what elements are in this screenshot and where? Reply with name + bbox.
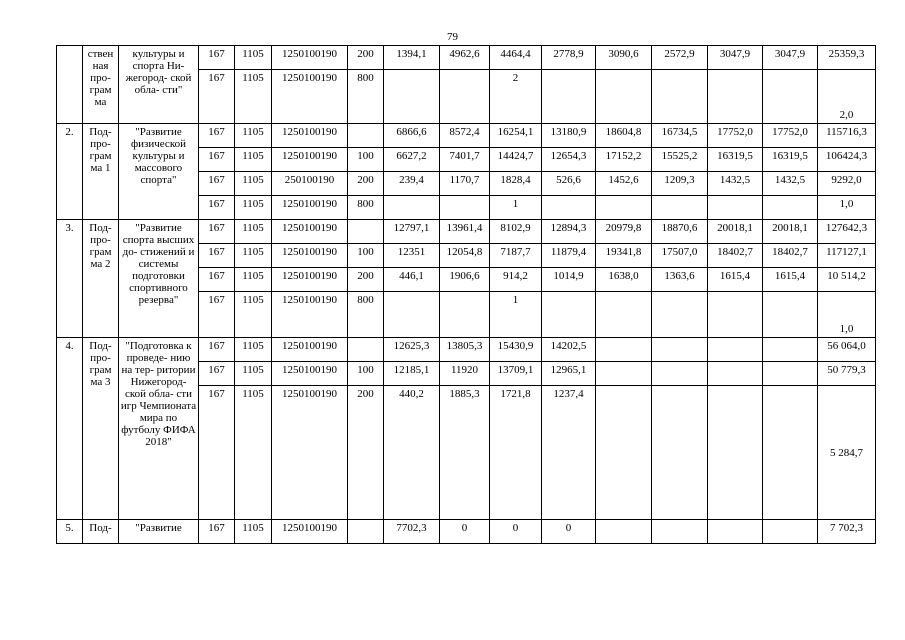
value-cell	[596, 338, 652, 362]
value-cell: 17152,2	[596, 148, 652, 172]
value-cell: 4464,4	[490, 46, 542, 70]
value-cell: 117127,1	[818, 244, 876, 268]
value-cell: 18604,8	[596, 124, 652, 148]
value-cell	[384, 196, 440, 220]
code-cell: 1250100190	[272, 148, 348, 172]
value-cell: 16254,1	[490, 124, 542, 148]
value-cell: 12654,3	[542, 148, 596, 172]
value-cell: 2572,9	[652, 46, 708, 70]
value-cell	[708, 386, 763, 520]
value-cell	[708, 292, 763, 338]
value-cell: 6627,2	[384, 148, 440, 172]
code-cell: 800	[348, 292, 384, 338]
value-cell: 1363,6	[652, 268, 708, 292]
value-cell: 14424,7	[490, 148, 542, 172]
value-cell	[652, 520, 708, 544]
value-cell	[652, 196, 708, 220]
code-cell: 1105	[235, 244, 272, 268]
value-cell: 115716,3	[818, 124, 876, 148]
value-cell: 2	[490, 70, 542, 124]
code-cell: 1250100190	[272, 386, 348, 520]
program-type: Под-	[83, 520, 119, 544]
code-cell: 1105	[235, 148, 272, 172]
value-cell: 106424,3	[818, 148, 876, 172]
program-type: Под- про- грам ма 2	[83, 220, 119, 338]
table-row	[57, 124, 876, 148]
code-cell: 200	[348, 386, 384, 520]
value-cell: 1828,4	[490, 172, 542, 196]
value-cell	[708, 520, 763, 544]
code-cell: 1105	[235, 124, 272, 148]
value-cell: 11879,4	[542, 244, 596, 268]
value-cell: 7401,7	[440, 148, 490, 172]
value-cell: 0	[490, 520, 542, 544]
value-cell	[708, 338, 763, 362]
value-cell: 1209,3	[652, 172, 708, 196]
row-index: 3.	[57, 220, 83, 338]
value-cell: 127642,3	[818, 220, 876, 244]
value-cell: 12054,8	[440, 244, 490, 268]
value-cell: 13709,1	[490, 362, 542, 386]
value-cell: 12351	[384, 244, 440, 268]
value-cell: 914,2	[490, 268, 542, 292]
value-cell: 1	[490, 292, 542, 338]
value-cell: 56 064,0	[818, 338, 876, 362]
value-cell: 16319,5	[763, 148, 818, 172]
value-cell: 3047,9	[708, 46, 763, 70]
value-cell: 12894,3	[542, 220, 596, 244]
table-row	[57, 220, 876, 244]
code-cell: 100	[348, 244, 384, 268]
value-cell: 1615,4	[708, 268, 763, 292]
value-cell	[708, 70, 763, 124]
value-cell: 239,4	[384, 172, 440, 196]
value-cell	[763, 338, 818, 362]
value-cell: 18402,7	[763, 244, 818, 268]
value-cell	[596, 520, 652, 544]
row-index	[57, 46, 83, 124]
value-cell	[763, 70, 818, 124]
value-cell: 9292,0	[818, 172, 876, 196]
value-cell: 16319,5	[708, 148, 763, 172]
program-name: "Подготовка к проведе- нию на тер- ритории Нижегород- ской обла- сти игр Чемпионата мира по футболу ФИФА 2018"	[119, 338, 199, 520]
program-type: Под- про- грам ма 1	[83, 124, 119, 220]
program-name: "Развитие	[119, 520, 199, 544]
value-cell	[652, 362, 708, 386]
code-cell: 800	[348, 70, 384, 124]
program-name: "Развитие спорта высших до- стижений и системы подготовки спортивного резерва"	[119, 220, 199, 338]
value-cell	[596, 292, 652, 338]
row-index: 4.	[57, 338, 83, 520]
value-cell	[440, 292, 490, 338]
code-cell: 167	[199, 362, 235, 386]
value-cell	[763, 292, 818, 338]
code-cell: 1105	[235, 46, 272, 70]
code-cell: 167	[199, 386, 235, 520]
value-cell: 17507,0	[652, 244, 708, 268]
value-cell	[652, 338, 708, 362]
value-cell: 7 702,3	[818, 520, 876, 544]
value-cell	[596, 196, 652, 220]
value-cell: 5 284,7	[818, 386, 876, 520]
value-cell	[708, 196, 763, 220]
value-cell: 1,0	[818, 196, 876, 220]
value-cell: 15525,2	[652, 148, 708, 172]
code-cell: 1250100190	[272, 520, 348, 544]
program-type: Под- про- грам ма 3	[83, 338, 119, 520]
value-cell	[763, 362, 818, 386]
value-cell: 12797,1	[384, 220, 440, 244]
value-cell: 1	[490, 196, 542, 220]
code-cell: 1105	[235, 196, 272, 220]
budget-table	[56, 45, 876, 544]
code-cell: 1250100190	[272, 268, 348, 292]
value-cell: 10 514,2	[818, 268, 876, 292]
code-cell	[348, 520, 384, 544]
code-cell: 1105	[235, 520, 272, 544]
code-cell: 1105	[235, 268, 272, 292]
value-cell: 50 779,3	[818, 362, 876, 386]
value-cell: 1615,4	[763, 268, 818, 292]
value-cell: 19341,8	[596, 244, 652, 268]
value-cell: 8572,4	[440, 124, 490, 148]
code-cell: 200	[348, 268, 384, 292]
code-cell: 167	[199, 196, 235, 220]
value-cell: 16734,5	[652, 124, 708, 148]
value-cell	[542, 292, 596, 338]
value-cell: 20979,8	[596, 220, 652, 244]
value-cell: 8102,9	[490, 220, 542, 244]
value-cell: 17752,0	[708, 124, 763, 148]
value-cell	[542, 196, 596, 220]
value-cell: 2,0	[818, 70, 876, 124]
value-cell: 7187,7	[490, 244, 542, 268]
code-cell: 1105	[235, 386, 272, 520]
code-cell: 1250100190	[272, 220, 348, 244]
row-index: 5.	[57, 520, 83, 544]
value-cell	[652, 386, 708, 520]
value-cell: 12625,3	[384, 338, 440, 362]
table-row	[57, 520, 876, 544]
code-cell: 1105	[235, 292, 272, 338]
value-cell: 11920	[440, 362, 490, 386]
value-cell: 7702,3	[384, 520, 440, 544]
code-cell: 100	[348, 148, 384, 172]
value-cell: 13805,3	[440, 338, 490, 362]
value-cell: 13180,9	[542, 124, 596, 148]
value-cell: 18870,6	[652, 220, 708, 244]
value-cell: 6866,6	[384, 124, 440, 148]
code-cell: 167	[199, 220, 235, 244]
code-cell: 200	[348, 172, 384, 196]
value-cell	[596, 386, 652, 520]
program-name: культуры и спорта Ни- жегород- ской обла- сти"	[119, 46, 199, 124]
code-cell: 1250100190	[272, 362, 348, 386]
table-row	[57, 46, 876, 70]
value-cell: 1170,7	[440, 172, 490, 196]
value-cell: 1432,5	[763, 172, 818, 196]
value-cell	[440, 196, 490, 220]
code-cell: 167	[199, 268, 235, 292]
value-cell	[763, 520, 818, 544]
value-cell	[652, 292, 708, 338]
value-cell: 14202,5	[542, 338, 596, 362]
code-cell: 167	[199, 292, 235, 338]
code-cell: 167	[199, 172, 235, 196]
value-cell: 1237,4	[542, 386, 596, 520]
code-cell: 167	[199, 46, 235, 70]
value-cell	[384, 292, 440, 338]
code-cell: 200	[348, 46, 384, 70]
code-cell: 167	[199, 124, 235, 148]
value-cell: 3090,6	[596, 46, 652, 70]
value-cell	[763, 196, 818, 220]
value-cell: 1014,9	[542, 268, 596, 292]
code-cell: 1250100190	[272, 124, 348, 148]
value-cell	[440, 70, 490, 124]
code-cell: 100	[348, 362, 384, 386]
value-cell: 0	[542, 520, 596, 544]
value-cell	[708, 362, 763, 386]
row-index: 2.	[57, 124, 83, 220]
value-cell: 20018,1	[708, 220, 763, 244]
code-cell: 1105	[235, 338, 272, 362]
value-cell: 1394,1	[384, 46, 440, 70]
code-cell	[348, 124, 384, 148]
value-cell: 1,0	[818, 292, 876, 338]
value-cell: 1432,5	[708, 172, 763, 196]
value-cell: 17752,0	[763, 124, 818, 148]
code-cell: 1105	[235, 362, 272, 386]
value-cell	[596, 70, 652, 124]
page-number: 79	[447, 31, 458, 43]
code-cell: 800	[348, 196, 384, 220]
value-cell: 12185,1	[384, 362, 440, 386]
value-cell: 2778,9	[542, 46, 596, 70]
code-cell: 1250100190	[272, 46, 348, 70]
value-cell: 3047,9	[763, 46, 818, 70]
value-cell: 446,1	[384, 268, 440, 292]
program-name: "Развитие физической культуры и массового спорта"	[119, 124, 199, 220]
code-cell: 1105	[235, 172, 272, 196]
code-cell: 1250100190	[272, 70, 348, 124]
code-cell: 1105	[235, 220, 272, 244]
code-cell: 1105	[235, 70, 272, 124]
value-cell	[384, 70, 440, 124]
code-cell	[348, 338, 384, 362]
value-cell: 20018,1	[763, 220, 818, 244]
code-cell: 250100190	[272, 172, 348, 196]
value-cell: 18402,7	[708, 244, 763, 268]
code-cell: 167	[199, 338, 235, 362]
value-cell: 1452,6	[596, 172, 652, 196]
value-cell: 25359,3	[818, 46, 876, 70]
code-cell: 1250100190	[272, 196, 348, 220]
value-cell: 15430,9	[490, 338, 542, 362]
value-cell: 440,2	[384, 386, 440, 520]
code-cell: 1250100190	[272, 338, 348, 362]
value-cell: 0	[440, 520, 490, 544]
program-type: ствен ная про- грам ма	[83, 46, 119, 124]
code-cell: 167	[199, 148, 235, 172]
value-cell	[596, 362, 652, 386]
table-row	[57, 338, 876, 362]
code-cell: 167	[199, 520, 235, 544]
value-cell: 1638,0	[596, 268, 652, 292]
value-cell: 4962,6	[440, 46, 490, 70]
code-cell: 167	[199, 70, 235, 124]
value-cell	[542, 70, 596, 124]
code-cell: 1250100190	[272, 244, 348, 268]
value-cell: 12965,1	[542, 362, 596, 386]
value-cell	[763, 386, 818, 520]
value-cell: 1906,6	[440, 268, 490, 292]
value-cell: 1721,8	[490, 386, 542, 520]
value-cell: 526,6	[542, 172, 596, 196]
code-cell	[348, 220, 384, 244]
value-cell	[652, 70, 708, 124]
code-cell: 167	[199, 244, 235, 268]
code-cell: 1250100190	[272, 292, 348, 338]
value-cell: 1885,3	[440, 386, 490, 520]
value-cell: 13961,4	[440, 220, 490, 244]
